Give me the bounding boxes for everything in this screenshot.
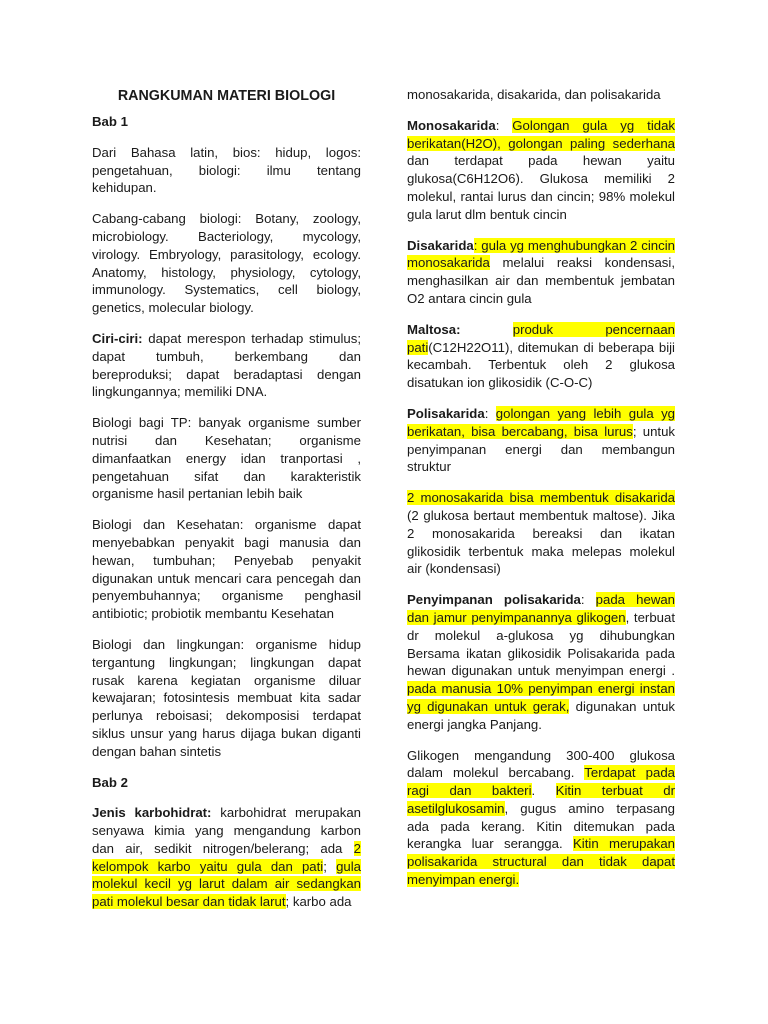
- left-column: [92, 86, 361, 924]
- dua-mono-text-1: (2 glukosa bertaut membentuk maltose). Jika 2 monosakarida bereaksi dan ikatan glikosidik terbentuk maka melepas molekul air (kondensasi): [407, 507, 675, 577]
- ciri-ciri-paragraph: [92, 330, 361, 401]
- highlight-kitin-asetil: Kitin terbuat dr asetilglukosamin: [407, 783, 676, 816]
- penyimpanan-polisakarida-paragraph: [407, 591, 675, 733]
- disakarida-label: Disakarida: [407, 237, 474, 253]
- right-column: [407, 86, 675, 902]
- cabang-biologi-paragraph: Cabang-cabang biologi: Botany, zoology, microbiology. Bacteriology, mycology, virology. Embryology, parasitology, ecology. Anatomy, histology, physiology, cytology, immunology. Systematics, cell biology, genetics, molecular biology.: [92, 211, 361, 316]
- highlight-ragi-bakteri: Terdapat pada ragi dan bakteri: [407, 765, 675, 799]
- highlight-polisakarida: golongan yang lebih gula yg berikatan, bisa bercabang, bisa lurus: [407, 405, 676, 439]
- highlight-gula-pati: gula molekul kecil yg larut dalam air sedangkan pati molekul besar dan tidak larut: [92, 858, 362, 910]
- highlight-disakarida: : gula yg menghubungkan 2 cincin monosakarida: [407, 237, 675, 271]
- mono-text-2: dan terdapat pada hewan yaitu glukosa(C6H12O6). Glukosa memiliki 2 molekul, rantai lurus dan cincin; 98% molekul gula larut dlm bentuk cincin: [407, 153, 675, 222]
- glik-text-1: Glikogen mengandung 300-400 glukosa dalam molekul bercabang.: [407, 747, 675, 781]
- maltosa-paragraph: [407, 321, 675, 392]
- intro-paragraph: Dari Bahasa latin, bios: hidup, logos: pengetahuan, biologi: ilmu tentang kehidupan.: [92, 144, 361, 196]
- polisakarida-label: Polisakarida: [407, 405, 485, 421]
- poli-text-1: :: [484, 405, 496, 421]
- jenis-text-3: ; karbo ada: [285, 894, 352, 910]
- ciri-ciri-label: Ciri-ciri:: [92, 330, 143, 346]
- simpan-text-3: digunakan untuk energi jangka Panjang.: [407, 698, 675, 732]
- jenis-text-2: ;: [323, 858, 337, 874]
- simpan-text-2: , terbuat dr molekul a-glukosa yg dihubungkan Bersama ikatan glikosidik Polisakarida pada hewan digunakan untuk menyimpan energi .: [407, 609, 675, 679]
- malt-text-1: [461, 322, 513, 337]
- monosakarida-paragraph: [407, 117, 675, 224]
- dua-monosakarida-paragraph: [407, 489, 675, 578]
- poli-text-2: ; untuk penyimpanan energi dan membangun struktur: [407, 423, 675, 475]
- jenis-karbohidrat-label: Jenis karbohidrat:: [92, 805, 212, 821]
- monosakarida-label: Monosakarida: [407, 117, 496, 133]
- malt-text-2: (C12H22O11), ditemukan di beberapa biji kecambah. Terbentuk oleh 2 glukosa disatukan ion glikosidik (C-O-C): [407, 339, 675, 391]
- glik-text-3: , gugus amino terpasang ada pada kerang. Kitin ditemukan pada kerangka luar serangga.: [407, 800, 675, 852]
- highlight-dua-monosakarida: 2 monosakarida bisa membentuk disakarida: [407, 490, 675, 506]
- glik-text-2: .: [531, 783, 556, 799]
- simpan-text-1: :: [580, 592, 596, 608]
- jenis-text-1: karbohidrat merupakan senyawa kimia yang mengandung karbon dan air, sedikit nitrogen/belerang; ada: [92, 805, 361, 856]
- bab1-heading: Bab 1: [92, 114, 128, 129]
- highlight-dua-kelompok: 2 kelompok karbo yaitu gula dan pati: [92, 840, 361, 874]
- highlight-kitin-struktural: Kitin merupakan polisakarida structural dan tidak dapat menyimpan energi.: [407, 836, 675, 888]
- jenis-karbohidrat-paragraph: [92, 804, 361, 911]
- glikogen-paragraph: [407, 747, 675, 889]
- penyimpanan-label: Penyimpanan polisakarida: [407, 592, 581, 608]
- highlight-manusia-energi: pada manusia 10% penyimpan energi instan yg digunakan untuk gerak,: [407, 681, 675, 714]
- mono-text-1: :: [495, 117, 513, 133]
- polisakarida-paragraph: [407, 405, 675, 476]
- continuation-paragraph: monosakarida, disakarida, dan polisakarida: [407, 87, 661, 102]
- di-text-1: melalui reaksi kondensasi, menghasilkan air dan membentuk jembatan O2 antara cincin gula: [407, 255, 675, 306]
- biologi-lingkungan-paragraph: Biologi dan lingkungan: organisme hidup tergantung lingkungan; lingkungan dapat rusak karena kegiatan organisme diluar kewajaran; fotosintesis membuat kita sadar perlunya reboisasi; dekomposisi terdapat siklus unsur yang harus dijaga bukan diganti dengan bahan sintetis: [92, 636, 361, 759]
- bab2-heading: Bab 2: [92, 774, 128, 790]
- maltosa-label: Maltosa:: [407, 321, 461, 337]
- highlight-maltosa: produk pencernaan pati: [407, 321, 675, 355]
- biologi-tp-paragraph: Biologi bagi TP: banyak organisme sumber nutrisi dan Kesehatan; organisme dimanfaatkan energy idan tranportasi , pengetahuan sifat dan karakteristik organisme hasil pertanian lebih baik: [92, 415, 361, 502]
- disakarida-paragraph: [407, 237, 675, 308]
- ciri-ciri-text: dapat merespon terhadap stimulus; dapat tumbuh, berkembang dan bereproduksi; dapat beradaptasi dengan lingkungannya; memiliki DNA.: [92, 330, 361, 400]
- highlight-monosakarida: Golongan gula yg tidak berikatan(H2O), golongan paling sederhana: [407, 117, 676, 151]
- biologi-kesehatan-paragraph: Biologi dan Kesehatan: organisme dapat menyebabkan penyakit bagi manusia dan hewan, tumbuhan; Penyebab penyakit digunakan untuk mencari cara pencegah dan penyembuhannya; organisme penghasil antibiotic; probiotik membantu Kesehatan: [92, 517, 361, 622]
- highlight-hewan-jamur: pada hewan dan jamur penyimpanannya glikogen: [407, 592, 676, 625]
- document-title: RANGKUMAN MATERI BIOLOGI: [117, 88, 336, 104]
